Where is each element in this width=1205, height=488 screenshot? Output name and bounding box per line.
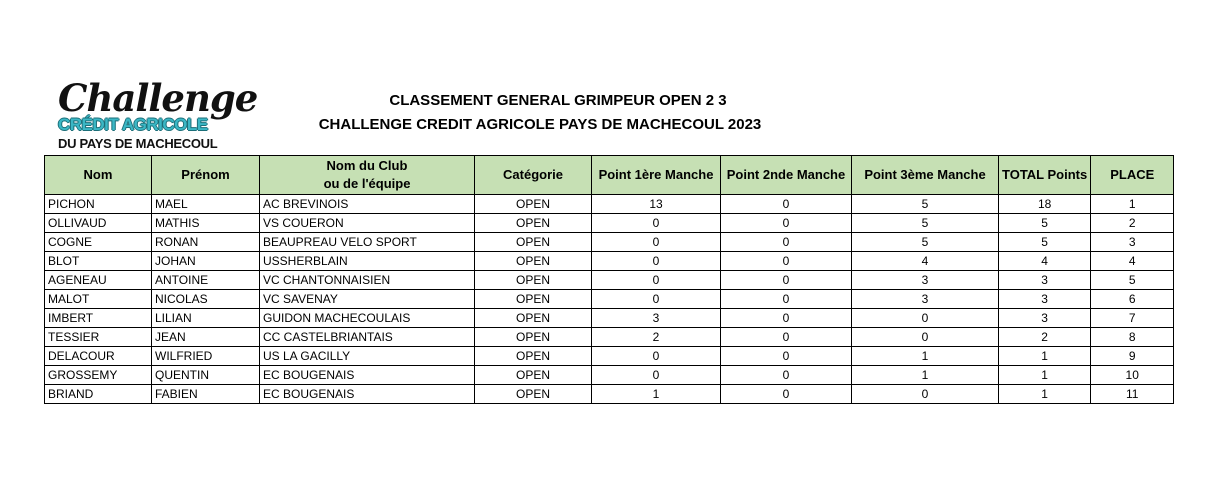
- page-title: CLASSEMENT GENERAL GRIMPEUR OPEN 2 3: [389, 92, 727, 109]
- cell-prenom: NICOLAS: [152, 290, 260, 309]
- cell-categorie: OPEN: [475, 385, 592, 404]
- cell-prenom: ANTOINE: [152, 271, 260, 290]
- cell-m3: 3: [852, 271, 999, 290]
- cell-m3: 3: [852, 290, 999, 309]
- cell-club: EC BOUGENAIS: [260, 366, 475, 385]
- results-table: [44, 155, 1174, 404]
- cell-place: 5: [1091, 271, 1174, 290]
- cell-m2: 0: [721, 252, 852, 271]
- cell-m2: 0: [721, 385, 852, 404]
- cell-categorie: OPEN: [475, 328, 592, 347]
- cell-m1: 0: [592, 271, 721, 290]
- cell-m3: 1: [852, 347, 999, 366]
- page-subtitle: CHALLENGE CREDIT AGRICOLE PAYS DE MACHECOUL 2023: [318, 116, 762, 133]
- cell-total: 1: [999, 366, 1091, 385]
- cell-categorie: OPEN: [475, 309, 592, 328]
- header-place: PLACE: [1091, 156, 1174, 195]
- cell-prenom: JEAN: [152, 328, 260, 347]
- cell-nom: OLLIVAUD: [45, 214, 152, 233]
- cell-total: 5: [999, 214, 1091, 233]
- cell-place: 7: [1091, 309, 1174, 328]
- cell-m2: 0: [721, 290, 852, 309]
- cell-nom: DELACOUR: [45, 347, 152, 366]
- table-row: [45, 347, 1174, 366]
- results-body: [45, 195, 1174, 404]
- cell-club: VS COUERON: [260, 214, 475, 233]
- header-manche-2: Point 2nde Manche: [721, 156, 852, 195]
- cell-club: USSHERBLAIN: [260, 252, 475, 271]
- header-manche-1: Point 1ère Manche: [592, 156, 721, 195]
- cell-club: EC BOUGENAIS: [260, 385, 475, 404]
- header-club-line1: Nom du Club: [326, 158, 408, 173]
- cell-nom: AGENEAU: [45, 271, 152, 290]
- cell-place: 10: [1091, 366, 1174, 385]
- header-prenom: Prénom: [152, 156, 260, 195]
- table-row: [45, 195, 1174, 214]
- cell-prenom: JOHAN: [152, 252, 260, 271]
- cell-nom: BLOT: [45, 252, 152, 271]
- cell-m2: 0: [721, 309, 852, 328]
- cell-m3: 4: [852, 252, 999, 271]
- cell-m3: 1: [852, 366, 999, 385]
- cell-place: 8: [1091, 328, 1174, 347]
- cell-m1: 1: [592, 385, 721, 404]
- header-categorie: Catégorie: [475, 156, 592, 195]
- logo-region: DU PAYS DE MACHECOUL: [58, 136, 218, 151]
- cell-m2: 0: [721, 328, 852, 347]
- cell-m2: 0: [721, 366, 852, 385]
- cell-prenom: MATHIS: [152, 214, 260, 233]
- cell-total: 2: [999, 328, 1091, 347]
- cell-categorie: OPEN: [475, 233, 592, 252]
- header-nom: Nom: [45, 156, 152, 195]
- cell-categorie: OPEN: [475, 214, 592, 233]
- header-club: [260, 156, 475, 195]
- cell-m1: 0: [592, 366, 721, 385]
- cell-place: 9: [1091, 347, 1174, 366]
- cell-club: AC BREVINOIS: [260, 195, 475, 214]
- table-row: [45, 252, 1174, 271]
- cell-m3: 5: [852, 214, 999, 233]
- cell-m2: 0: [721, 214, 852, 233]
- table-header-row: [45, 156, 1174, 195]
- cell-categorie: OPEN: [475, 252, 592, 271]
- cell-m3: 0: [852, 309, 999, 328]
- cell-m2: 0: [721, 195, 852, 214]
- table-row: [45, 290, 1174, 309]
- table-row: [45, 309, 1174, 328]
- cell-place: 6: [1091, 290, 1174, 309]
- logo-sponsor: CRÉDIT AGRICOLE: [58, 115, 208, 134]
- cell-categorie: OPEN: [475, 195, 592, 214]
- cell-prenom: FABIEN: [152, 385, 260, 404]
- cell-prenom: LILIAN: [152, 309, 260, 328]
- cell-total: 1: [999, 347, 1091, 366]
- cell-place: 2: [1091, 214, 1174, 233]
- cell-m3: 5: [852, 233, 999, 252]
- cell-prenom: QUENTIN: [152, 366, 260, 385]
- cell-prenom: RONAN: [152, 233, 260, 252]
- cell-nom: COGNE: [45, 233, 152, 252]
- cell-m2: 0: [721, 271, 852, 290]
- table-row: [45, 328, 1174, 347]
- cell-m1: 13: [592, 195, 721, 214]
- cell-categorie: OPEN: [475, 347, 592, 366]
- cell-m3: 0: [852, 328, 999, 347]
- cell-nom: IMBERT: [45, 309, 152, 328]
- cell-nom: GROSSEMY: [45, 366, 152, 385]
- cell-club: VC CHANTONNAISIEN: [260, 271, 475, 290]
- cell-prenom: WILFRIED: [152, 347, 260, 366]
- header-total: TOTAL Points: [999, 156, 1091, 195]
- cell-place: 4: [1091, 252, 1174, 271]
- cell-total: 4: [999, 252, 1091, 271]
- cell-total: 3: [999, 309, 1091, 328]
- cell-m3: 0: [852, 385, 999, 404]
- cell-m1: 3: [592, 309, 721, 328]
- challenge-logo: [52, 76, 258, 154]
- cell-club: CC CASTELBRIANTAIS: [260, 328, 475, 347]
- cell-nom: TESSIER: [45, 328, 152, 347]
- cell-m3: 5: [852, 195, 999, 214]
- cell-m1: 0: [592, 214, 721, 233]
- cell-club: BEAUPREAU VELO SPORT: [260, 233, 475, 252]
- cell-m1: 0: [592, 347, 721, 366]
- cell-total: 5: [999, 233, 1091, 252]
- header-manche-3: Point 3ème Manche: [852, 156, 999, 195]
- cell-categorie: OPEN: [475, 366, 592, 385]
- cell-m1: 2: [592, 328, 721, 347]
- table-row: [45, 271, 1174, 290]
- cell-nom: MALOT: [45, 290, 152, 309]
- cell-place: 1: [1091, 195, 1174, 214]
- cell-categorie: OPEN: [475, 271, 592, 290]
- cell-total: 3: [999, 290, 1091, 309]
- cell-place: 11: [1091, 385, 1174, 404]
- header-club-line2: ou de l'équipe: [323, 176, 411, 191]
- cell-m1: 0: [592, 252, 721, 271]
- table-row: [45, 366, 1174, 385]
- cell-club: GUIDON MACHECOULAIS: [260, 309, 475, 328]
- cell-prenom: MAEL: [152, 195, 260, 214]
- table-row: [45, 385, 1174, 404]
- cell-m1: 0: [592, 290, 721, 309]
- table-row: [45, 214, 1174, 233]
- cell-club: VC SAVENAY: [260, 290, 475, 309]
- table-row: [45, 233, 1174, 252]
- cell-place: 3: [1091, 233, 1174, 252]
- logo-title: Challenge: [58, 76, 258, 120]
- cell-categorie: OPEN: [475, 290, 592, 309]
- cell-nom: BRIAND: [45, 385, 152, 404]
- cell-total: 3: [999, 271, 1091, 290]
- cell-total: 1: [999, 385, 1091, 404]
- cell-m2: 0: [721, 347, 852, 366]
- cell-total: 18: [999, 195, 1091, 214]
- cell-m1: 0: [592, 233, 721, 252]
- cell-nom: PICHON: [45, 195, 152, 214]
- cell-club: US LA GACILLY: [260, 347, 475, 366]
- cell-m2: 0: [721, 233, 852, 252]
